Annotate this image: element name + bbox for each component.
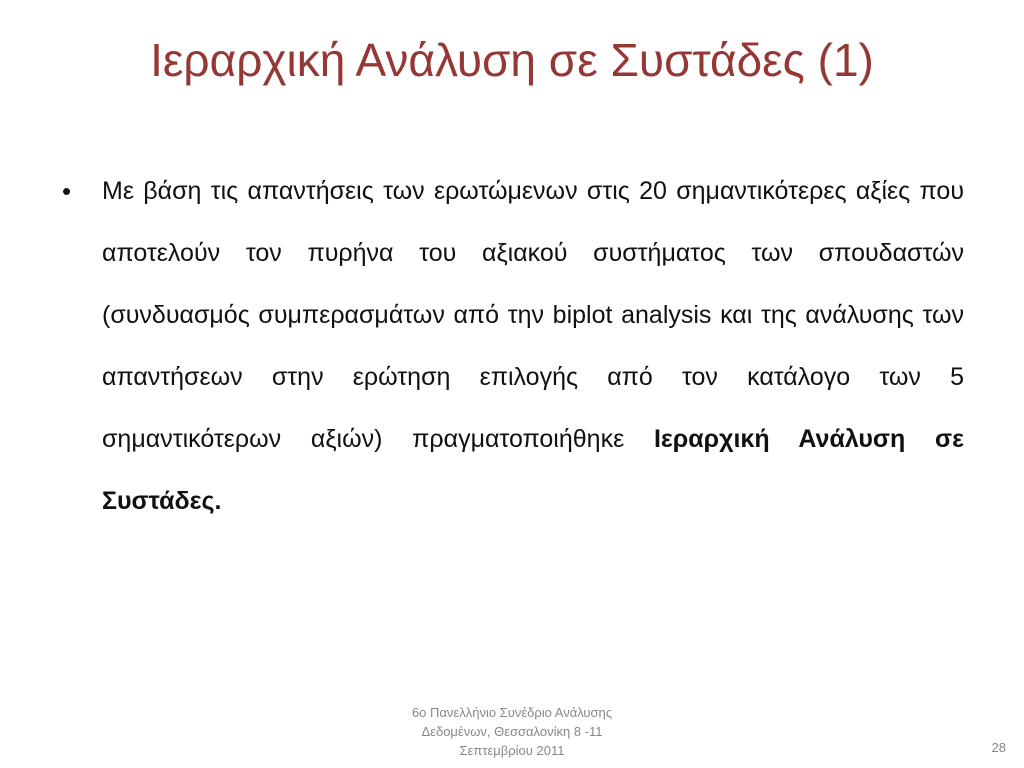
slide-title: Ιεραρχική Ανάλυση σε Συστάδες (1) xyxy=(150,34,874,86)
bullet-marker: • xyxy=(62,176,72,206)
bullet-text-bold: Ιεραρχική Ανάλυση σε Συστάδες. xyxy=(102,425,964,515)
page-number: 28 xyxy=(991,740,1006,755)
footer-line-1: 6ο Πανελλήνιο Συνέδριο Ανάλυσης xyxy=(411,705,613,720)
footer-line-2: Δεδομένων, Θεσσαλονίκη 8 -11 xyxy=(421,724,603,739)
footer-line-3: Σεπτεμβρίου 2011 xyxy=(459,743,565,758)
bullet-text xyxy=(102,160,964,532)
bullet-item xyxy=(62,160,964,532)
bullet-text-body: Με βάση τις απαντήσεις των ερωτώμενων στις 20 σημαντικότερες αξίες που αποτελούν τον πυρήνα του αξιακού συστήματος των σπουδαστών (συνδυασμός συμπερασμάτων από την biplot analysis και της ανάλυσης των απαντήσεων στην ερώτηση επιλογής από τον κατάλογο των 5 σημαντικότερων αξιών) πραγματοποιήθηκε xyxy=(102,177,964,453)
slide-content xyxy=(62,160,964,532)
footer xyxy=(362,703,662,760)
